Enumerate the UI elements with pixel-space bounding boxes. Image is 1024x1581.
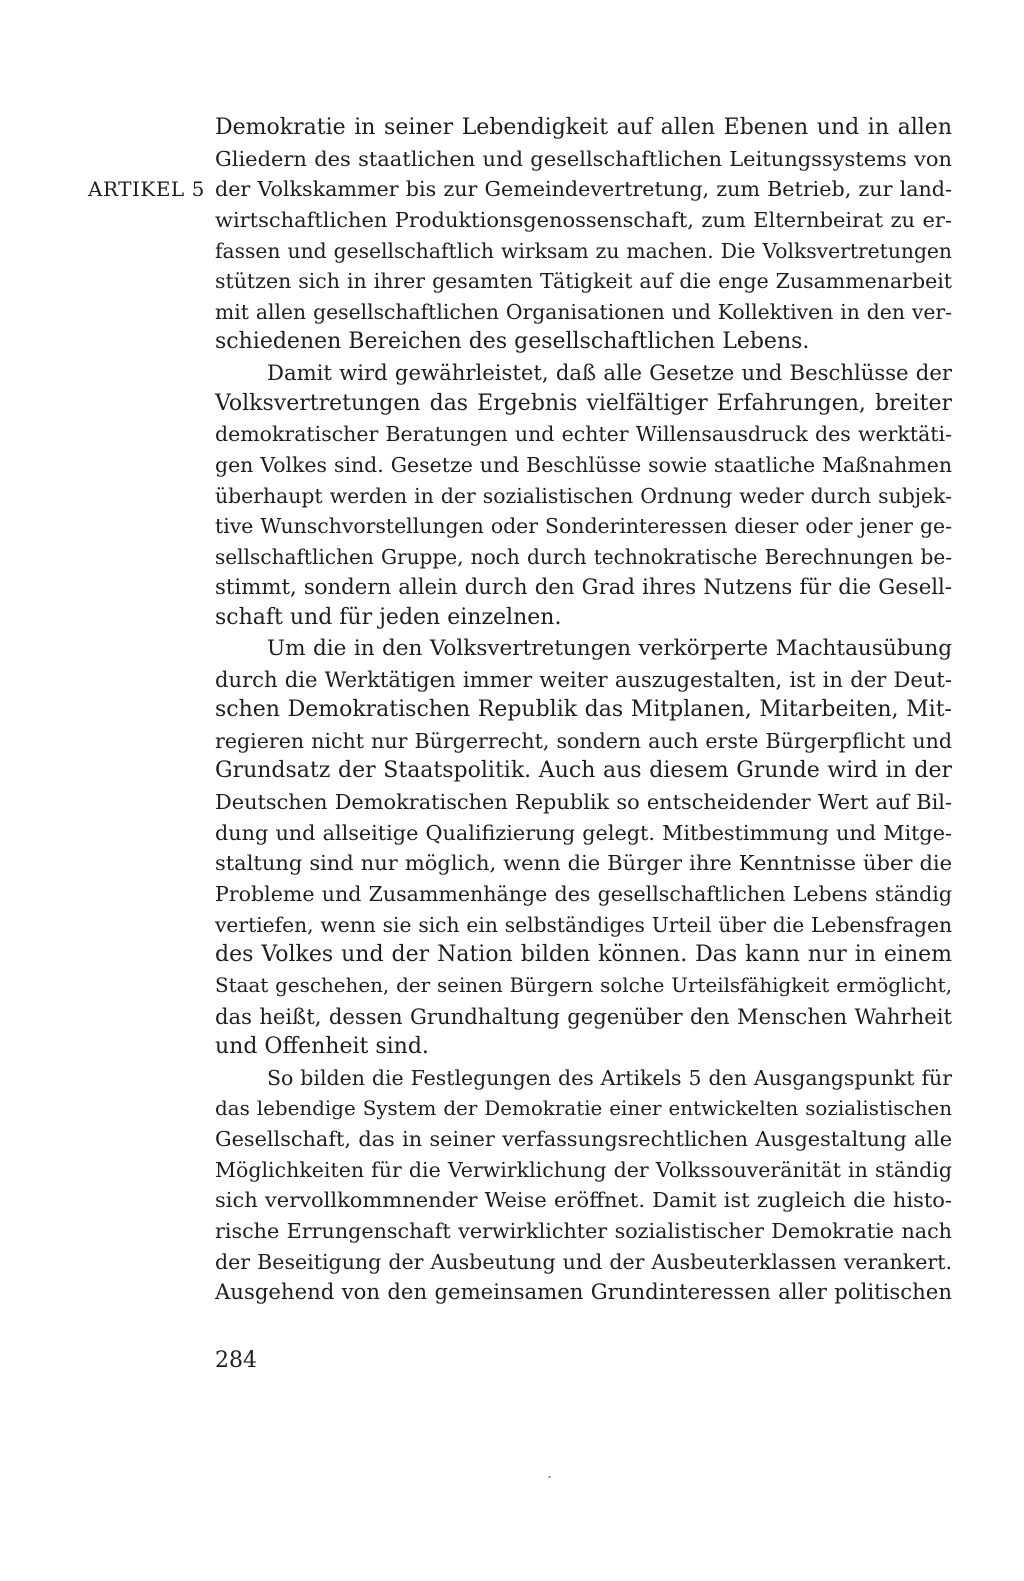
text-line: Damit wird gewährleistet, daß alle Gesetze und Beschlüsse der <box>267 360 952 386</box>
text-line: Volksvertretungen das Ergebnis vielfältiger Erfahrungen, breiter <box>215 390 952 416</box>
text-line: Staat geschehen, der seinen Bürgern solche Urteilsfähigkeit ermöglicht, <box>215 973 952 997</box>
text-line: Möglichkeiten für die Verwirklichung der Volkssouveränität in ständig <box>215 1157 952 1182</box>
text-line: Demokratie in seiner Lebendigkeit auf allen Ebenen und in allen <box>215 115 952 140</box>
text-line: sich vervollkommnender Weise eröffnet. Damit ist zugleich die histo- <box>215 1188 952 1213</box>
text-line: sellschaftlichen Gruppe, noch durch technokratische Berechnungen be- <box>215 544 952 569</box>
text-line: fassen und gesellschaftlich wirksam zu machen. Die Volksvertretungen <box>215 238 952 263</box>
text-line: der Volkskammer bis zur Gemeindevertretung, zum Betrieb, zur land- <box>215 177 952 202</box>
text-line: schaft und für jeden einzelnen. <box>215 605 562 631</box>
text-line: und Offenheit sind. <box>215 1034 429 1060</box>
text-line: Um die in den Volksvertretungen verkörperte Machtausübung <box>267 635 952 661</box>
text-line: stimmt, sondern allein durch den Grad ihres Nutzens für die Gesell- <box>215 574 952 600</box>
text-line: Probleme und Zusammenhänge des gesellschaftlichen Lebens ständig <box>215 882 952 907</box>
body-text <box>215 113 952 1308</box>
text-line: schen Demokratischen Republik das Mitplanen, Mitarbeiten, Mit- <box>215 697 952 723</box>
text-line: Deutschen Demokratischen Republik so entscheidender Wert auf Bil- <box>215 790 952 815</box>
text-line: schiedenen Bereichen des gesellschaftlichen Lebens. <box>215 329 810 355</box>
text-line: mit allen gesellschaftlichen Organisationen und Kollektiven in den ver- <box>215 299 952 324</box>
text-line: tive Wunschvorstellungen oder Sonderinteressen dieser oder jener ge- <box>215 514 952 539</box>
page-number: 284 <box>215 1348 257 1373</box>
text-line: rische Errungenschaft verwirklichter sozialistischer Demokratie nach <box>215 1219 952 1244</box>
text-line: der Beseitigung der Ausbeutung und der Ausbeuterklassen verankert. <box>215 1249 952 1274</box>
text-line: wirtschaftlichen Produktionsgenossenschaft, zum Elternbeirat zu er- <box>215 207 952 232</box>
text-line: überhaupt werden in der sozialistischen Ordnung weder durch subjek- <box>215 483 952 508</box>
text-line: gen Volkes sind. Gesetze und Beschlüsse sowie staatliche Maßnahmen <box>215 453 952 478</box>
text-line: stützen sich in ihrer gesamten Tätigkeit auf die enge Zusammenarbeit <box>215 269 952 294</box>
text-line: dung und allseitige Qualifizierung gelegt. Mitbestimmung und Mitge- <box>215 820 952 845</box>
margin-note-article: ARTIKEL 5 <box>88 177 205 201</box>
text-line: demokratischer Beratungen und echter Willensausdruck des werktäti- <box>215 422 952 447</box>
text-line: das heißt, dessen Grundhaltung gegenüber den Menschen Wahrheit <box>215 1003 952 1029</box>
text-line: Grundsatz der Staatspolitik. Auch aus diesem Grunde wird in der <box>215 758 952 784</box>
text-line: So bilden die Festlegungen des Artikels 5 den Ausgangspunkt für <box>267 1065 952 1090</box>
text-line: des Volkes und der Nation bilden können. Das kann nur in einem <box>215 942 952 968</box>
text-line: Gliedern des staatlichen und gesellschaftlichen Leitungssystems von <box>215 146 952 171</box>
text-line: vertiefen, wenn sie sich ein selbständiges Urteil über die Lebensfragen <box>215 912 952 937</box>
text-line: das lebendige System der Demokratie einer entwickelten sozialistischen <box>215 1096 952 1120</box>
text-line: Gesellschaft, das in seiner verfassungsrechtlichen Ausgestaltung alle <box>215 1127 952 1152</box>
text-line: regieren nicht nur Bürgerrecht, sondern auch erste Bürgerpflicht und <box>215 728 952 753</box>
text-line: Ausgehend von den gemeinsamen Grundinteressen aller politischen <box>215 1279 952 1305</box>
scan-speck <box>548 1476 551 1478</box>
text-line: staltung sind nur möglich, wenn die Bürger ihre Kenntnisse über die <box>215 851 952 876</box>
text-line: durch die Werktätigen immer weiter auszugestalten, ist in der Deut- <box>215 666 952 692</box>
